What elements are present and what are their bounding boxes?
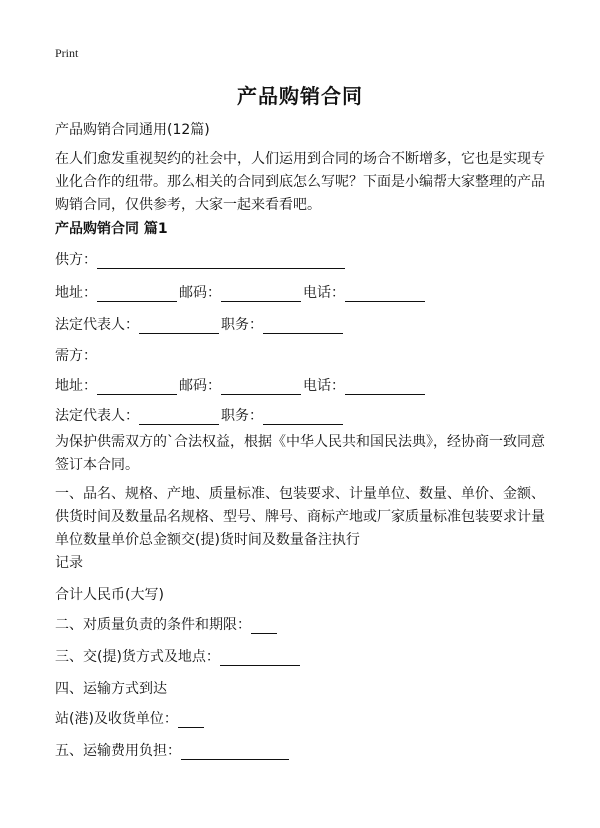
address-blank — [97, 285, 177, 302]
postcode-blank — [221, 285, 301, 302]
phone-label: 电话： — [303, 285, 345, 301]
position-label: 职务： — [221, 317, 263, 333]
supplier-blank — [97, 252, 345, 269]
section-heading: 产品购销合同 篇1 — [55, 221, 168, 237]
position-blank — [263, 317, 343, 334]
buyer-contact-row — [55, 375, 427, 397]
address-label: 地址： — [55, 378, 97, 394]
record-line: 记录 — [55, 555, 83, 571]
print-label: Print — [55, 46, 79, 60]
clause-5-row — [55, 740, 291, 762]
station-label: 站(港)及收货单位： — [55, 711, 178, 727]
clause-3-row — [55, 646, 302, 668]
position-blank — [263, 408, 343, 425]
legal-rep-blank — [139, 408, 219, 425]
phone-blank — [345, 378, 425, 395]
document-title: 产品购销合同 — [237, 84, 363, 108]
phone-blank — [345, 285, 425, 302]
postcode-label: 邮码： — [179, 285, 221, 301]
clause-3: 三、交(提)货方式及地点： — [55, 649, 220, 665]
clause-3-blank — [220, 649, 300, 666]
phone-label: 电话： — [303, 378, 345, 394]
supplier-row — [55, 249, 347, 271]
agreement-paragraph: 为保护供需双方的`合法权益，根据《中华人民共和国民法典》，经协商一致同意签订本合同。 — [55, 434, 545, 473]
buyer-label: 需方： — [55, 348, 97, 364]
intro-paragraph: 在人们愈发重视契约的社会中，人们运用到合同的场合不断增多，它也是实现专业化合作的纽带。那么相关的合同到底怎么写呢？下面是小编帮大家整理的产品购销合同，仅供参考，大家一起来看看吧。 — [55, 151, 545, 213]
supplier-label: 供方： — [55, 252, 97, 268]
document-subtitle: 产品购销合同通用(12篇) — [55, 122, 210, 138]
station-row — [55, 708, 206, 730]
buyer-row — [55, 345, 97, 367]
clause-2-row — [55, 614, 279, 636]
clause-5-blank — [181, 743, 289, 760]
legal-rep-blank — [139, 317, 219, 334]
clause-4: 四、运输方式到达 — [55, 681, 167, 697]
legal-rep-label: 法定代表人： — [55, 317, 139, 333]
clause-1: 一、品名、规格、产地、质量标准、包装要求、计量单位、数量、单价、金额、供货时间及数量品名规格、型号、牌号、商标产地或厂家质量标准包装要求计量单位数量单价总金额交(提)货时间及数量备注执行 — [55, 486, 545, 548]
legal-rep-label: 法定代表人： — [55, 408, 139, 424]
position-label: 职务： — [221, 408, 263, 424]
clause-5: 五、运输费用负担： — [55, 743, 181, 759]
supplier-rep-row — [55, 314, 345, 336]
supplier-contact-row — [55, 282, 427, 304]
address-label: 地址： — [55, 285, 97, 301]
station-blank — [178, 711, 204, 728]
address-blank — [97, 378, 177, 395]
clause-2-blank — [251, 617, 277, 634]
total-rmb-line: 合计人民币(大写) — [55, 587, 164, 603]
postcode-blank — [221, 378, 301, 395]
buyer-rep-row — [55, 405, 345, 427]
postcode-label: 邮码： — [179, 378, 221, 394]
clause-2: 二、对质量负责的条件和期限： — [55, 617, 251, 633]
